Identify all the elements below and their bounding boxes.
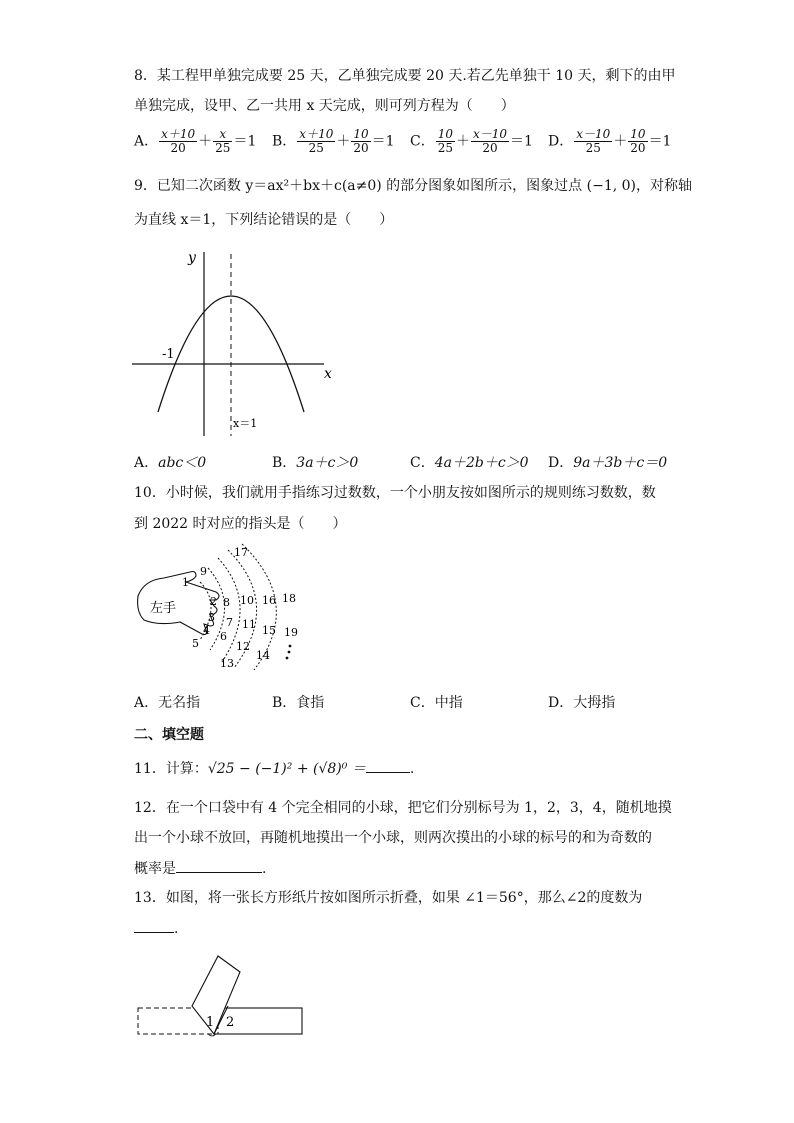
hand-label: 左手 bbox=[150, 601, 177, 616]
parabola-graph bbox=[128, 244, 348, 440]
q10-option-a[interactable]: A．无名指 bbox=[134, 695, 201, 711]
svg-text:16: 16 bbox=[262, 594, 276, 607]
svg-text:15: 15 bbox=[262, 624, 276, 637]
svg-text:8: 8 bbox=[223, 596, 230, 609]
q8-option-c[interactable] bbox=[410, 128, 533, 155]
q10-option-d[interactable]: D．大拇指 bbox=[548, 695, 616, 711]
svg-text:19: 19 bbox=[284, 626, 298, 639]
numerator: x＋10 bbox=[161, 127, 196, 141]
q9-line1: 9．已知二次函数 y＝ax²＋bx＋c(a≠0) 的部分图象如图所示，图象过点 (−1, 0)，对称轴 bbox=[134, 178, 692, 194]
fraction-1 bbox=[159, 128, 197, 155]
q10-option-b[interactable]: B．食指 bbox=[272, 695, 325, 711]
option-label: A． bbox=[134, 133, 159, 150]
svg-text:12: 12 bbox=[236, 640, 250, 653]
operator: ＋ bbox=[613, 133, 628, 150]
svg-text:18: 18 bbox=[282, 592, 296, 605]
numerator: 10 bbox=[437, 127, 453, 141]
numerator: 10 bbox=[353, 127, 369, 141]
q11-line: 11．计算：√25 − (−1)² + (√8)⁰ ＝ . bbox=[134, 758, 414, 779]
svg-text:3: 3 bbox=[208, 611, 215, 624]
operator: ＋ bbox=[456, 133, 470, 150]
option-label: C． bbox=[410, 133, 435, 150]
neg-one-label: -1 bbox=[162, 347, 175, 362]
q9-option-a[interactable]: A．abc＜0 bbox=[134, 455, 207, 471]
q9-option-c[interactable]: C．4a＋2b＋c＞0 bbox=[410, 455, 529, 471]
q8-option-b[interactable] bbox=[272, 128, 395, 155]
q10-line2: 到 2022 时对应的指头是（ ） bbox=[134, 516, 347, 532]
svg-text:6: 6 bbox=[220, 630, 227, 643]
angle-1-label: 1 bbox=[206, 1015, 215, 1030]
q11-answer-blank[interactable] bbox=[366, 758, 410, 773]
svg-text:2: 2 bbox=[210, 595, 217, 608]
svg-text:14: 14 bbox=[256, 649, 270, 662]
section-title: 二、填空题 bbox=[134, 727, 204, 743]
numerator: x bbox=[213, 128, 232, 142]
denominator: 20 bbox=[353, 141, 369, 155]
fraction-2 bbox=[213, 128, 232, 155]
q8-option-d[interactable] bbox=[548, 128, 671, 155]
svg-text:1: 1 bbox=[182, 576, 189, 589]
folded-paper-figure bbox=[130, 950, 310, 1042]
fraction-1 bbox=[574, 128, 612, 155]
denominator: 25 bbox=[585, 141, 601, 155]
fraction-2 bbox=[471, 128, 509, 155]
angle-2-label: 2 bbox=[226, 1015, 235, 1030]
q12-line2: 出一个小球不放回，再随机地摸出一个小球，则两次摸出的小球的标号的和为奇数的 bbox=[134, 830, 652, 846]
svg-text:7: 7 bbox=[226, 616, 233, 629]
q12-answer-blank[interactable] bbox=[176, 858, 262, 873]
equals-one: ＝1 bbox=[648, 133, 672, 150]
svg-text:11: 11 bbox=[242, 618, 256, 631]
option-label: B． bbox=[272, 133, 297, 150]
q8-line2: 单独完成，设甲、乙一共用 x 天完成，则可列方程为（ ） bbox=[134, 98, 515, 114]
option-label: D． bbox=[548, 133, 574, 150]
q8-line1: 8．某工程甲单独完成要 25 天，乙单独完成要 20 天.若乙先单独干 10 天，剩下的由甲 bbox=[134, 68, 676, 84]
denominator: 20 bbox=[482, 141, 498, 155]
x-axis-label: x bbox=[324, 366, 332, 382]
y-axis-label: y bbox=[188, 250, 196, 266]
numerator: x－10 bbox=[473, 127, 508, 141]
denominator: 20 bbox=[170, 141, 186, 155]
q8-option-a[interactable] bbox=[134, 128, 256, 155]
q13-line1: 13．如图，将一张长方形纸片按如图所示折叠，如果 ∠1＝56°，那么∠2的度数为 bbox=[134, 890, 643, 906]
equals-one: ＝1 bbox=[233, 133, 257, 150]
q13-answer-blank[interactable] bbox=[134, 918, 174, 933]
q12-line1: 12．在一个口袋中有 4 个完全相同的小球，把它们分别标号为 1，2，3，4，随机地摸 bbox=[134, 800, 672, 816]
svg-text:4: 4 bbox=[203, 624, 210, 637]
denominator: 25 bbox=[215, 141, 231, 155]
q13-line2: . bbox=[134, 918, 178, 939]
svg-text:13: 13 bbox=[220, 657, 234, 670]
denominator: 20 bbox=[630, 141, 646, 155]
denominator: 25 bbox=[437, 141, 453, 155]
fraction-2 bbox=[628, 128, 647, 155]
fraction-1 bbox=[436, 128, 455, 155]
q9-option-d[interactable]: D．9a＋3b＋c＝0 bbox=[548, 455, 668, 471]
symmetry-axis-label: x＝1 bbox=[233, 417, 258, 430]
hand-counting-figure bbox=[130, 540, 320, 676]
equals-one: ＝1 bbox=[371, 133, 395, 150]
operator: ＋ bbox=[198, 133, 213, 150]
numerator: x－10 bbox=[576, 127, 611, 141]
q10-option-c[interactable]: C．中指 bbox=[410, 695, 463, 711]
q10-line1: 10．小时候，我们就用手指练习过数数，一个小朋友按如图所示的规则练习数数，数 bbox=[134, 485, 656, 501]
numerator: x＋10 bbox=[299, 127, 334, 141]
svg-text:10: 10 bbox=[240, 594, 254, 607]
fraction-1 bbox=[297, 128, 335, 155]
svg-text:17: 17 bbox=[234, 546, 248, 559]
svg-text:9: 9 bbox=[200, 565, 207, 578]
fraction-2 bbox=[351, 128, 370, 155]
q9-option-b[interactable]: B．3a＋c＞0 bbox=[272, 455, 359, 471]
numerator: 10 bbox=[630, 127, 646, 141]
q9-line2: 为直线 x＝1，下列结论错误的是（ ） bbox=[134, 212, 394, 228]
equals-one: ＝1 bbox=[510, 133, 533, 150]
svg-text:5: 5 bbox=[192, 637, 199, 650]
denominator: 25 bbox=[308, 141, 324, 155]
operator: ＋ bbox=[336, 133, 351, 150]
q12-line3: 概率是 . bbox=[134, 858, 266, 879]
